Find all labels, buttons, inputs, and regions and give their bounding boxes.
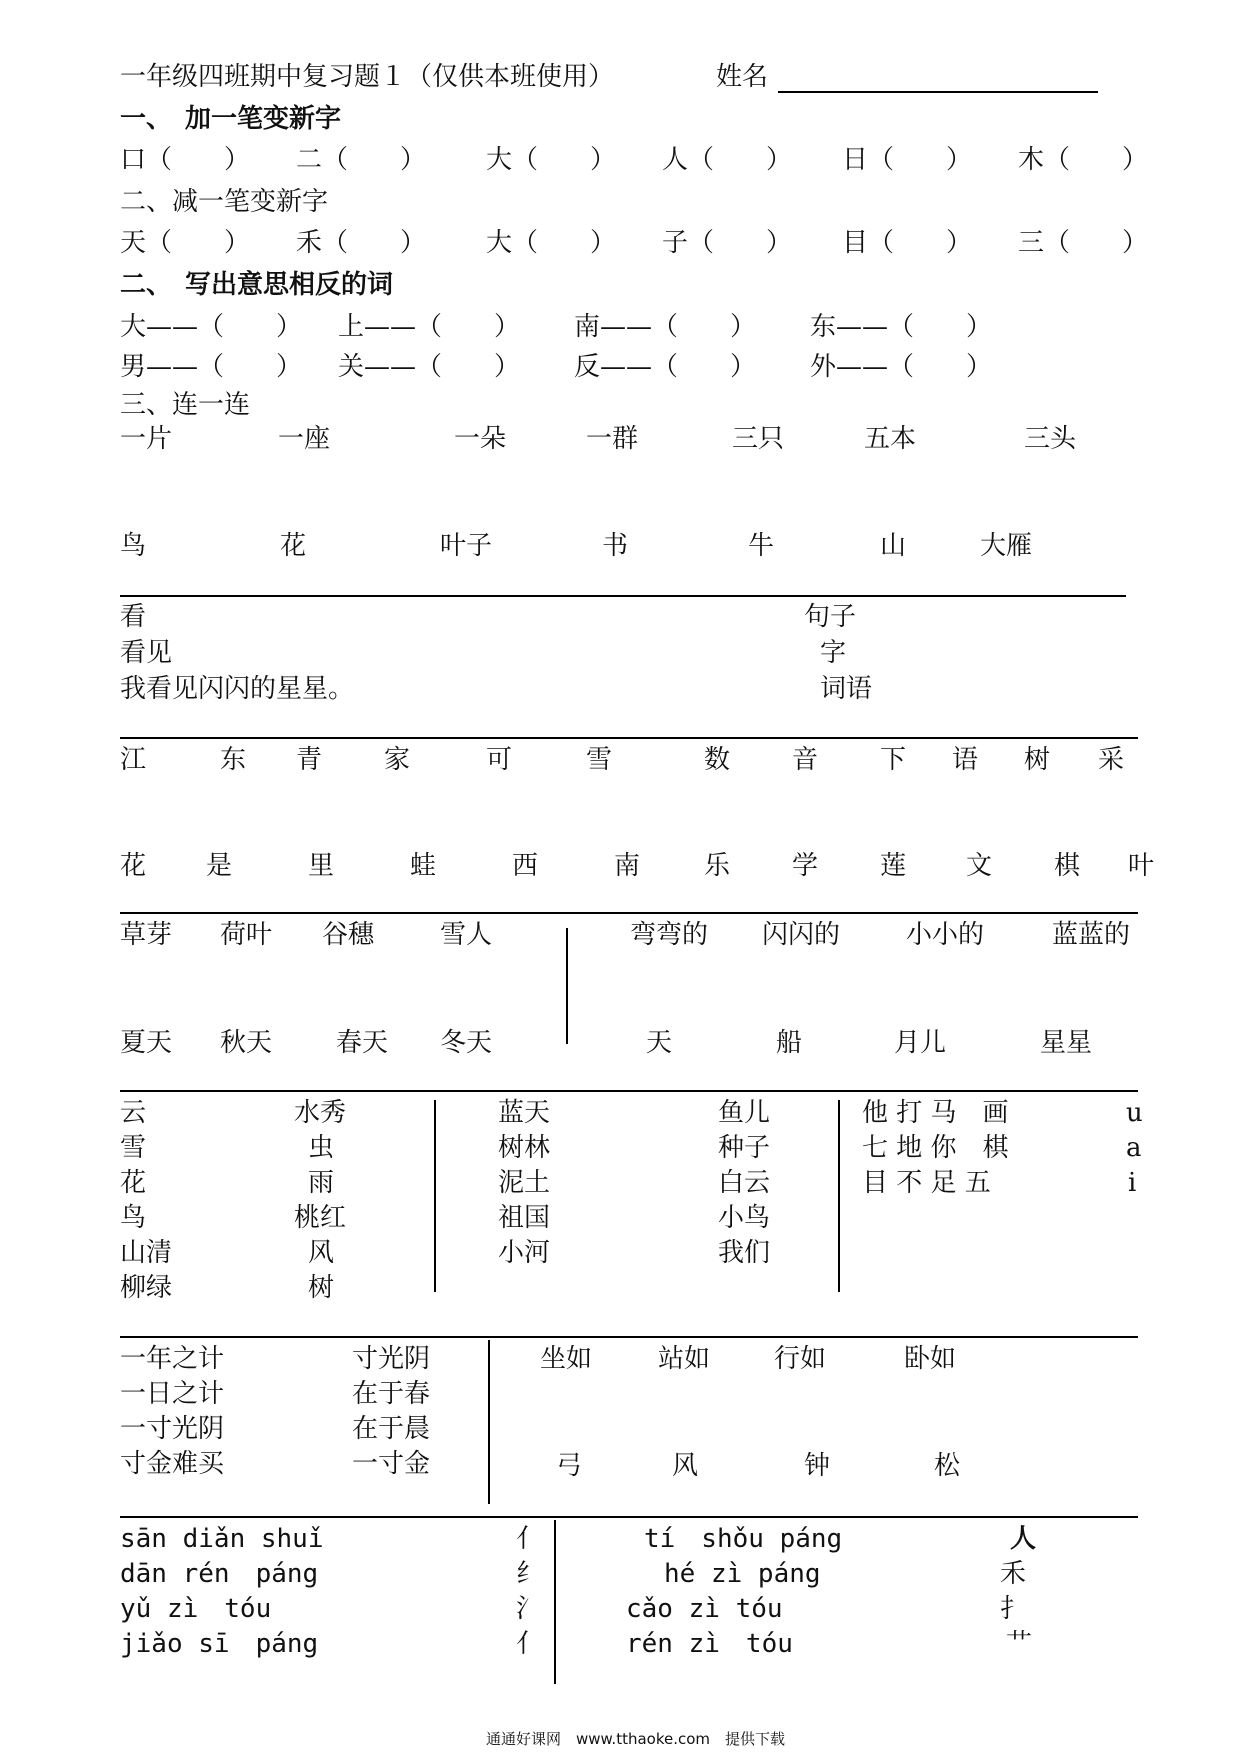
radical-symbol: 氵	[516, 1594, 543, 1624]
char-cell: 花	[120, 851, 147, 881]
name-label: 姓名	[716, 62, 769, 92]
radical-symbol: 艹	[1006, 1629, 1033, 1659]
proverb-right: 寸光阴	[352, 1344, 431, 1374]
char-cell: 西	[512, 851, 539, 881]
obj-item: 天	[646, 1028, 673, 1058]
antonym-item: 大——（ ）	[120, 312, 303, 342]
char-cell: 可	[486, 745, 513, 775]
char-cell: 莲	[880, 851, 907, 881]
radical-symbol: 人	[1010, 1524, 1037, 1554]
divider	[120, 737, 1138, 739]
radical-symbol: 亻	[516, 1629, 543, 1659]
pair-a-left: 云	[120, 1098, 147, 1128]
divider	[120, 1090, 1138, 1092]
pair-b-right: 小鸟	[718, 1203, 771, 1233]
char-cell: 采	[1098, 745, 1125, 775]
posture-obj: 钟	[804, 1451, 831, 1481]
sec1-heading: 一、 加一笔变新字	[120, 104, 342, 134]
kan-right: 词语	[820, 674, 873, 704]
pair-a-right: 虫	[308, 1133, 335, 1163]
name-underline	[778, 91, 1098, 93]
pair-c-row: 七 地 你 棋	[862, 1133, 1009, 1163]
noun-word: 鸟	[120, 531, 147, 561]
proverb-left: 一年之计	[120, 1344, 225, 1374]
char-cell: 蛙	[410, 851, 437, 881]
pair-a-left: 柳绿	[120, 1273, 173, 1303]
obj-item: 星星	[1040, 1028, 1093, 1058]
divider	[120, 1336, 1138, 1338]
posture-item: 坐如	[540, 1344, 593, 1374]
season-item: 荷叶	[220, 920, 273, 950]
char-cell: 雪	[586, 745, 613, 775]
pair-a-right: 树	[308, 1273, 335, 1303]
proverb-left: 一日之计	[120, 1379, 225, 1409]
char-cell: 语	[952, 745, 979, 775]
antonym-item: 男——（ ）	[120, 352, 303, 382]
pair-b-right: 鱼儿	[718, 1098, 771, 1128]
divider	[120, 595, 1126, 597]
radical-pinyin: rén zì tóu	[626, 1629, 793, 1659]
radical-pinyin: hé zì páng	[664, 1559, 821, 1589]
proverb-left: 寸金难买	[120, 1449, 225, 1479]
pair-c-letter: a	[1126, 1133, 1142, 1163]
radical-pinyin: cǎo zì tóu	[626, 1594, 783, 1624]
pair-c-row: 目 不 足 五	[862, 1168, 991, 1198]
posture-item: 站如	[658, 1344, 711, 1374]
pair-a-right: 水秀	[294, 1098, 347, 1128]
char-cell: 树	[1024, 745, 1051, 775]
radical-symbol: 亻	[516, 1524, 543, 1554]
sec2-heading: 二、 写出意思相反的词	[120, 270, 394, 300]
posture-obj: 弓	[556, 1451, 583, 1481]
char-cell: 江	[120, 745, 147, 775]
antonym-item: 东——（ ）	[810, 312, 993, 342]
radical-pinyin: dān rén páng	[120, 1559, 319, 1589]
obj-item: 船	[776, 1028, 803, 1058]
antonym-item: 南——（ ）	[574, 312, 757, 342]
sec1b-item: 目（ ）	[842, 228, 973, 258]
posture-item: 行如	[774, 1344, 827, 1374]
pair-a-left: 鸟	[120, 1203, 147, 1233]
vertical-divider	[566, 928, 568, 1044]
sec1-item: 日（ ）	[842, 145, 973, 175]
sec1-item: 大（ ）	[486, 145, 617, 175]
kan-left: 看见	[120, 638, 173, 668]
char-cell: 是	[206, 851, 233, 881]
pair-a-right: 风	[308, 1238, 335, 1268]
sec1b-heading: 二、减一笔变新字	[120, 187, 329, 217]
noun-word: 书	[602, 531, 629, 561]
char-cell: 家	[384, 745, 411, 775]
sec1-item: 二（ ）	[296, 145, 427, 175]
pair-c-letter: i	[1128, 1168, 1137, 1198]
season-name: 夏天	[120, 1028, 173, 1058]
sec1-item: 木（ ）	[1018, 145, 1149, 175]
pair-a-right: 桃红	[294, 1203, 347, 1233]
char-cell: 南	[614, 851, 641, 881]
sec1-item: 人（ ）	[662, 145, 793, 175]
proverb-right: 在于春	[352, 1379, 431, 1409]
noun-word: 山	[880, 531, 907, 561]
season-item: 草芽	[120, 920, 173, 950]
measure-word: 五本	[864, 424, 917, 454]
pair-a-left: 雪	[120, 1133, 147, 1163]
proverb-right: 一寸金	[352, 1449, 431, 1479]
char-cell: 叶	[1128, 851, 1155, 881]
noun-word: 牛	[748, 531, 775, 561]
sec1b-item: 三（ ）	[1018, 228, 1149, 258]
posture-obj: 风	[672, 1451, 699, 1481]
sec1b-item: 天（ ）	[120, 228, 251, 258]
pair-a-right: 雨	[308, 1168, 335, 1198]
adj-item: 弯弯的	[630, 920, 709, 950]
kan-left: 看	[120, 602, 147, 632]
char-cell: 青	[296, 745, 323, 775]
radical-pinyin: tí shǒu páng	[644, 1524, 843, 1554]
posture-obj: 松	[934, 1451, 961, 1481]
measure-word: 三头	[1024, 424, 1077, 454]
proverb-right: 在于晨	[352, 1414, 431, 1444]
char-cell: 音	[792, 745, 819, 775]
pair-b-right: 种子	[718, 1133, 771, 1163]
char-cell: 学	[792, 851, 819, 881]
footer-credit: 通通好课网 www.tthaoke.com 提供下载	[486, 1730, 786, 1748]
sec1-item: 口（ ）	[120, 145, 251, 175]
pair-b-left: 泥土	[498, 1168, 551, 1198]
pair-b-right: 我们	[718, 1238, 771, 1268]
char-cell: 东	[220, 745, 247, 775]
pair-a-left: 山清	[120, 1238, 173, 1268]
radical-pinyin: sān diǎn shuǐ	[120, 1524, 324, 1554]
noun-word: 花	[280, 531, 307, 561]
vertical-divider	[488, 1340, 490, 1504]
sec3-heading: 三、连一连	[120, 390, 251, 420]
measure-word: 一朵	[454, 424, 507, 454]
obj-item: 月儿	[894, 1028, 947, 1058]
season-name: 春天	[336, 1028, 389, 1058]
noun-word: 大雁	[980, 531, 1033, 561]
char-cell: 数	[704, 745, 731, 775]
proverb-left: 一寸光阴	[120, 1414, 225, 1444]
divider	[120, 1516, 1138, 1518]
season-item: 雪人	[440, 920, 493, 950]
measure-word: 三只	[732, 424, 785, 454]
pair-c-row: 他 打 马 画	[862, 1098, 1009, 1128]
posture-item: 卧如	[904, 1344, 957, 1374]
radical-symbol: 扌	[1000, 1594, 1027, 1624]
kan-right: 句子	[804, 602, 857, 632]
page-title: 一年级四班期中复习题１（仅供本班使用）	[120, 62, 615, 92]
measure-word: 一座	[278, 424, 331, 454]
kan-right: 字	[820, 638, 847, 668]
measure-word: 一群	[586, 424, 639, 454]
char-cell: 文	[966, 851, 993, 881]
radical-symbol: 禾	[1000, 1559, 1027, 1589]
adj-item: 蓝蓝的	[1052, 920, 1131, 950]
radical-symbol: 纟	[516, 1559, 543, 1589]
sec1b-item: 大（ ）	[486, 228, 617, 258]
divider	[120, 912, 1138, 914]
char-cell: 里	[308, 851, 335, 881]
radical-pinyin: yǔ zì tóu	[120, 1594, 272, 1624]
vertical-divider	[434, 1100, 436, 1292]
char-cell: 乐	[704, 851, 731, 881]
pair-b-left: 祖国	[498, 1203, 551, 1233]
sec1b-item: 禾（ ）	[296, 228, 427, 258]
adj-item: 闪闪的	[762, 920, 841, 950]
char-cell: 棋	[1054, 851, 1081, 881]
adj-item: 小小的	[906, 920, 985, 950]
pair-b-left: 蓝天	[498, 1098, 551, 1128]
char-cell: 下	[880, 745, 907, 775]
radical-pinyin: jiǎo sī páng	[120, 1629, 319, 1659]
season-item: 谷穗	[322, 920, 375, 950]
antonym-item: 外——（ ）	[810, 352, 993, 382]
measure-word: 一片	[120, 424, 173, 454]
vertical-divider	[838, 1100, 840, 1292]
antonym-item: 上——（ ）	[338, 312, 521, 342]
antonym-item: 关——（ ）	[338, 352, 521, 382]
pair-b-left: 小河	[498, 1238, 551, 1268]
sec1b-item: 子（ ）	[662, 228, 793, 258]
season-name: 冬天	[440, 1028, 493, 1058]
vertical-divider	[554, 1520, 556, 1684]
kan-left: 我看见闪闪的星星。	[120, 674, 355, 704]
pair-b-left: 树林	[498, 1133, 551, 1163]
antonym-item: 反——（ ）	[574, 352, 757, 382]
noun-word: 叶子	[440, 531, 493, 561]
pair-b-right: 白云	[718, 1168, 771, 1198]
pair-a-left: 花	[120, 1168, 147, 1198]
season-name: 秋天	[220, 1028, 273, 1058]
pair-c-letter: u	[1126, 1098, 1143, 1128]
